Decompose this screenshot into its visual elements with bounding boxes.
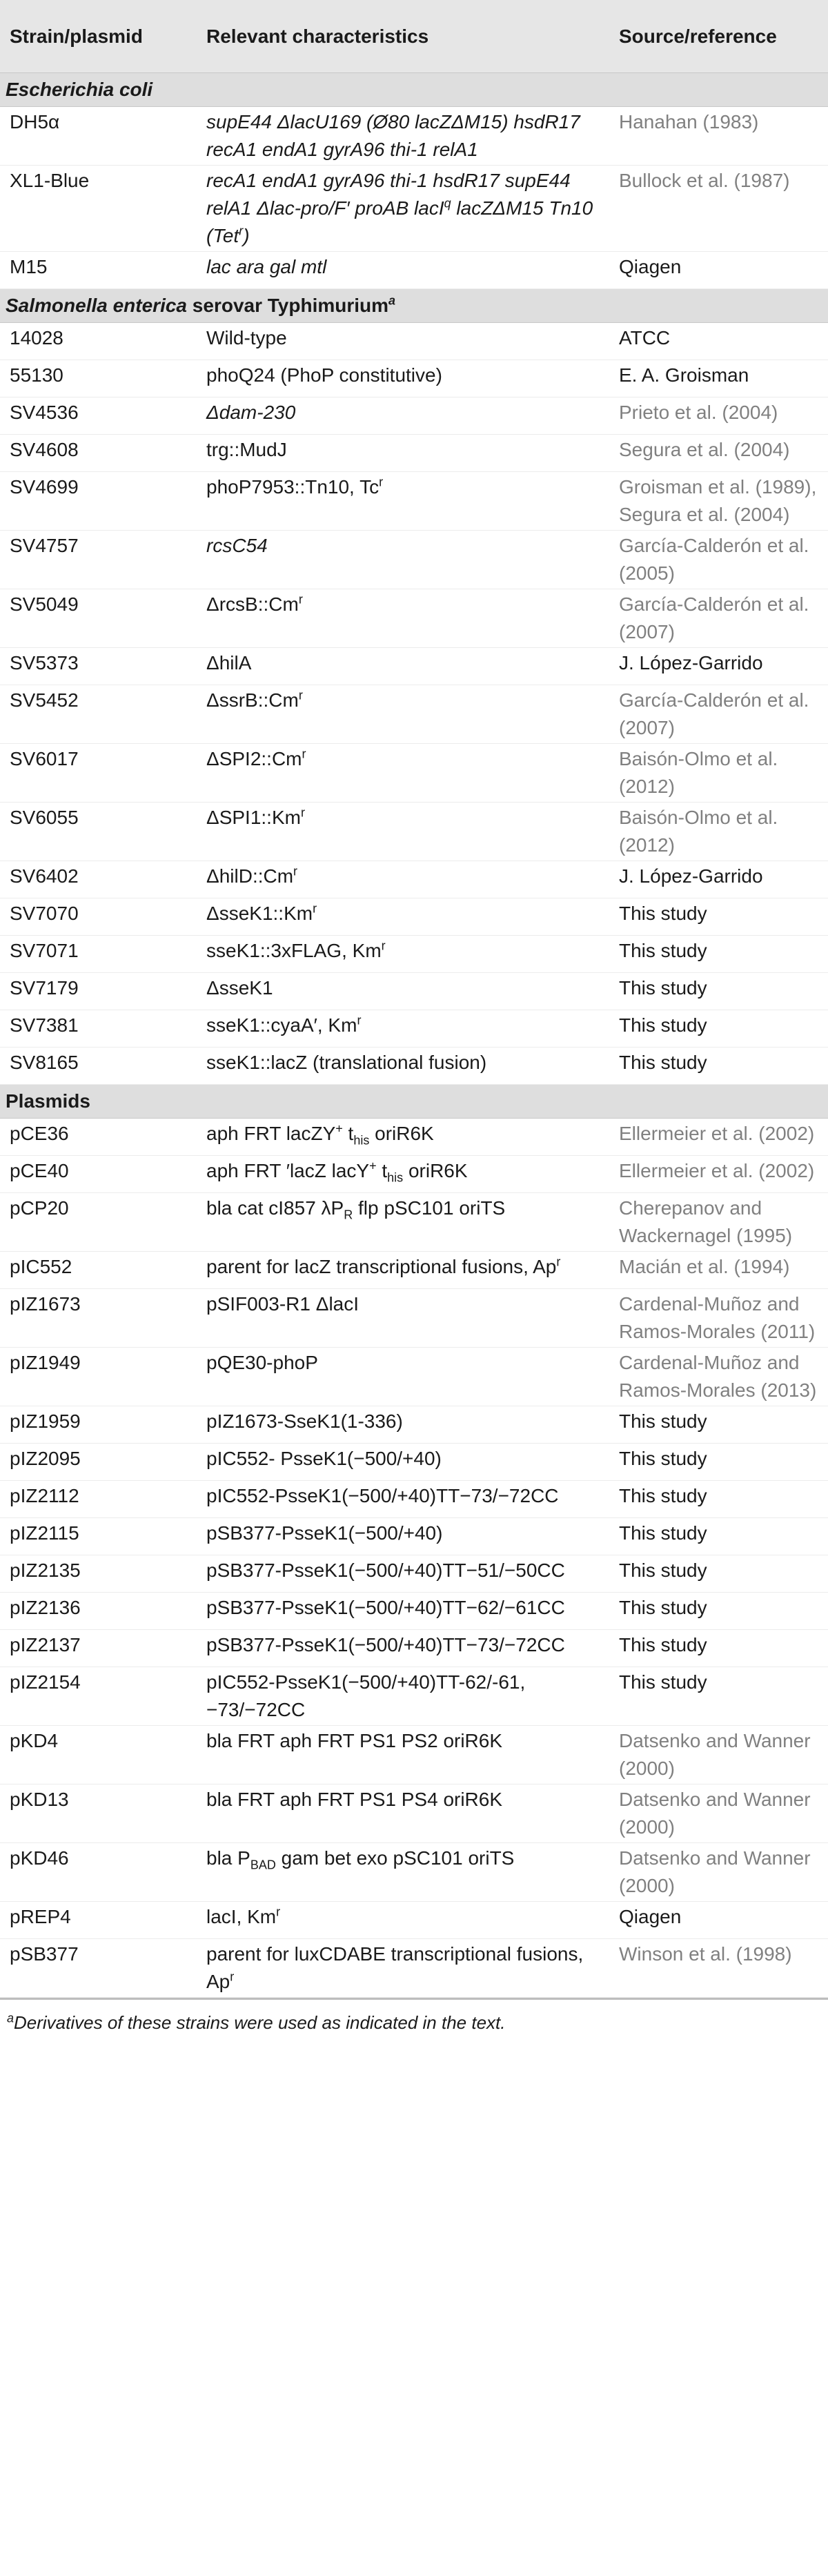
reference-text: This study <box>609 1593 828 1630</box>
strain-name: 14028 <box>0 323 197 360</box>
strain-name: XL1-Blue <box>0 166 197 252</box>
reference-link[interactable]: Baisón-Olmo et al. (2012) <box>609 744 828 803</box>
reference-text: This study <box>609 1048 828 1085</box>
strain-name: SV4536 <box>0 397 197 435</box>
strain-name: SV5452 <box>0 685 197 744</box>
table-row <box>0 744 828 803</box>
table-footnote <box>0 1998 828 2034</box>
strain-name: M15 <box>0 252 197 289</box>
strain-name: pIZ1949 <box>0 1348 197 1406</box>
relevant-characteristics: lacI, Km$^r$ <box>197 1902 609 1939</box>
strain-name: SV6402 <box>0 861 197 898</box>
relevant-characteristics: ΔsseK1 <box>197 973 609 1010</box>
header-relevant-characteristics: Relevant characteristics <box>197 0 609 73</box>
table-row <box>0 1010 828 1048</box>
section-title-text: Plasmids <box>6 1090 90 1112</box>
table-row <box>0 936 828 973</box>
table-row <box>0 1518 828 1555</box>
relevant-characteristics: ΔSPI2::Cm$^r$ <box>197 744 609 803</box>
footnote-text: Derivatives of these strains were used as indicated in the text. <box>14 2012 506 2033</box>
strain-name: pIZ2136 <box>0 1593 197 1630</box>
section-row <box>0 289 828 323</box>
table-row <box>0 323 828 360</box>
reference-text: ATCC <box>609 323 828 360</box>
relevant-characteristics: ΔhilD::Cm$^r$ <box>197 861 609 898</box>
relevant-characteristics: ΔSPI1::Km$^r$ <box>197 803 609 861</box>
section-row <box>0 1085 828 1119</box>
relevant-characteristics: sseK1::3xFLAG, Km$^r$ <box>197 936 609 973</box>
strain-name: pKD4 <box>0 1726 197 1784</box>
reference-link[interactable]: García-Calderón et al. (2005) <box>609 531 828 589</box>
relevant-characteristics: parent for lacZ transcriptional fusions, Ap$^r$ <box>197 1252 609 1289</box>
reference-link[interactable]: Datsenko and Wanner (2000) <box>609 1843 828 1902</box>
table-row <box>0 1555 828 1593</box>
section-row <box>0 73 828 107</box>
footnote-mark: a <box>7 2011 14 2025</box>
strain-name: SV6055 <box>0 803 197 861</box>
table-row <box>0 1630 828 1667</box>
reference-link[interactable]: Winson et al. (1998) <box>609 1939 828 1998</box>
relevant-characteristics: aph FRT ′lacZ lacY+ $t_{his}$ oriR6K <box>197 1156 609 1193</box>
strain-name: pREP4 <box>0 1902 197 1939</box>
table-row <box>0 648 828 685</box>
reference-text: This study <box>609 1444 828 1481</box>
relevant-characteristics: pIC552- PsseK1(−500/+40) <box>197 1444 609 1481</box>
relevant-characteristics: pSB377-PsseK1(−500/+40)TT−73/−72CC <box>197 1630 609 1667</box>
table-row <box>0 803 828 861</box>
table-row <box>0 1348 828 1406</box>
relevant-characteristics: Δdam-230 <box>197 397 609 435</box>
table-row <box>0 1406 828 1444</box>
table-row <box>0 166 828 252</box>
header-source-reference: Source/reference <box>609 0 828 73</box>
table-row <box>0 1252 828 1289</box>
table-row <box>0 1593 828 1630</box>
table-row <box>0 1481 828 1518</box>
relevant-characteristics: ΔhilA <box>197 648 609 685</box>
reference-text: This study <box>609 1667 828 1726</box>
reference-text: J. López-Garrido <box>609 648 828 685</box>
strain-name: pSB377 <box>0 1939 197 1998</box>
table-row <box>0 685 828 744</box>
strain-name: SV5373 <box>0 648 197 685</box>
table-row <box>0 107 828 166</box>
section-title-suffix: serovar Typhimurium <box>187 295 389 316</box>
reference-link[interactable]: Datsenko and Wanner (2000) <box>609 1784 828 1843</box>
relevant-characteristics: phoP7953::Tn10, Tc$^r$ <box>197 472 609 531</box>
reference-text: This study <box>609 1406 828 1444</box>
reference-link[interactable]: Groisman et al. (1989), Segura et al. (2004) <box>609 472 828 531</box>
reference-text: This study <box>609 1518 828 1555</box>
reference-text: This study <box>609 973 828 1010</box>
strain-name: SV4757 <box>0 531 197 589</box>
table-row <box>0 1939 828 1998</box>
reference-link[interactable]: Prieto et al. (2004) <box>609 397 828 435</box>
reference-link[interactable]: Ellermeier et al. (2002) <box>609 1156 828 1193</box>
strain-name: 55130 <box>0 360 197 397</box>
table-row <box>0 589 828 648</box>
relevant-characteristics: parent for luxCDABE transcriptional fusions, Ap$^r$ <box>197 1939 609 1998</box>
table-header <box>0 0 828 73</box>
reference-link[interactable]: Cardenal-Muñoz and Ramos-Morales (2013) <box>609 1348 828 1406</box>
reference-link[interactable]: Segura et al. (2004) <box>609 435 828 472</box>
reference-link[interactable]: Cardenal-Muñoz and Ramos-Morales (2011) <box>609 1289 828 1348</box>
relevant-characteristics: rcsC54 <box>197 531 609 589</box>
section-title <box>0 73 828 107</box>
reference-text: Qiagen <box>609 1902 828 1939</box>
relevant-characteristics: sseK1::lacZ (translational fusion) <box>197 1048 609 1085</box>
table-row <box>0 898 828 936</box>
relevant-characteristics: bla cat cI857 $\lambda P_R$ flp pSC101 oriTS <box>197 1193 609 1252</box>
reference-text: This study <box>609 1630 828 1667</box>
table-row <box>0 1119 828 1156</box>
reference-link[interactable]: Cherepanov and Wackernagel (1995) <box>609 1193 828 1252</box>
strain-name: SV4699 <box>0 472 197 531</box>
strain-name: pKD13 <box>0 1784 197 1843</box>
strain-name: pIZ2154 <box>0 1667 197 1726</box>
reference-link[interactable]: Datsenko and Wanner (2000) <box>609 1726 828 1784</box>
table-row <box>0 1902 828 1939</box>
reference-link[interactable]: García-Calderón et al. (2007) <box>609 685 828 744</box>
relevant-characteristics: pSIF003-R1 ΔlacI <box>197 1289 609 1348</box>
relevant-characteristics: ΔssrB::Cm$^r$ <box>197 685 609 744</box>
table-row <box>0 1193 828 1252</box>
strain-name: pIZ2135 <box>0 1555 197 1593</box>
relevant-characteristics: sseK1::cyaA′, Km$^r$ <box>197 1010 609 1048</box>
reference-text: J. López-Garrido <box>609 861 828 898</box>
strain-name: SV6017 <box>0 744 197 803</box>
relevant-characteristics: supE44 ΔlacU169 (Ø80 lacZΔM15) hsdR17 recA1 endA1 gyrA96 thi-1 relA1 <box>197 107 609 166</box>
reference-link[interactable]: García-Calderón et al. (2007) <box>609 589 828 648</box>
strain-name: pIZ2112 <box>0 1481 197 1518</box>
table-row <box>0 360 828 397</box>
relevant-characteristics: pSB377-PsseK1(−500/+40)TT−62/−61CC <box>197 1593 609 1630</box>
relevant-characteristics: lac ara gal mtl <box>197 252 609 289</box>
table-row <box>0 1726 828 1784</box>
table-row <box>0 252 828 289</box>
table-row <box>0 1156 828 1193</box>
reference-text: This study <box>609 1555 828 1593</box>
strain-name: pIZ2095 <box>0 1444 197 1481</box>
table-row <box>0 397 828 435</box>
table-row <box>0 861 828 898</box>
table-row <box>0 1048 828 1085</box>
strain-name: pIZ2137 <box>0 1630 197 1667</box>
reference-text: E. A. Groisman <box>609 360 828 397</box>
strain-name: pCE36 <box>0 1119 197 1156</box>
strain-name: pIZ1959 <box>0 1406 197 1444</box>
relevant-characteristics: pIC552-PsseK1(−500/+40)TT-62/-61, −73/−72CC <box>197 1667 609 1726</box>
section-title <box>0 289 828 323</box>
section-title-text: Escherichia coli <box>6 79 153 100</box>
relevant-characteristics: phoQ24 (PhoP constitutive) <box>197 360 609 397</box>
table-row <box>0 531 828 589</box>
reference-link[interactable]: Macián et al. (1994) <box>609 1252 828 1289</box>
relevant-characteristics: pSB377-PsseK1(−500/+40)TT−51/−50CC <box>197 1555 609 1593</box>
table-body <box>0 73 828 1998</box>
reference-link[interactable]: Baisón-Olmo et al. (2012) <box>609 803 828 861</box>
section-footnote-mark: a <box>388 293 396 308</box>
strain-name: pCP20 <box>0 1193 197 1252</box>
reference-text: This study <box>609 1481 828 1518</box>
section-title-text: Salmonella enterica <box>6 295 188 316</box>
table-row <box>0 1289 828 1348</box>
table-row <box>0 435 828 472</box>
header-row <box>0 0 828 73</box>
strain-name: SV7381 <box>0 1010 197 1048</box>
strain-name: pIZ1673 <box>0 1289 197 1348</box>
reference-text: This study <box>609 936 828 973</box>
table-row <box>0 472 828 531</box>
strain-name: pKD46 <box>0 1843 197 1902</box>
reference-text: Qiagen <box>609 252 828 289</box>
relevant-characteristics: bla FRT aph FRT PS1 PS2 oriR6K <box>197 1726 609 1784</box>
reference-text: This study <box>609 1010 828 1048</box>
strain-name: pIZ2115 <box>0 1518 197 1555</box>
relevant-characteristics: pSB377-PsseK1(−500/+40) <box>197 1518 609 1555</box>
reference-text: This study <box>609 898 828 936</box>
reference-link[interactable]: Ellermeier et al. (2002) <box>609 1119 828 1156</box>
reference-link[interactable]: Bullock et al. (1987) <box>609 166 828 252</box>
reference-link[interactable]: Hanahan (1983) <box>609 107 828 166</box>
strain-name: SV7071 <box>0 936 197 973</box>
table-row <box>0 1444 828 1481</box>
strain-name: SV5049 <box>0 589 197 648</box>
strain-name: DH5α <box>0 107 197 166</box>
relevant-characteristics: pIC552-PsseK1(−500/+40)TT−73/−72CC <box>197 1481 609 1518</box>
strain-name: pCE40 <box>0 1156 197 1193</box>
table-row <box>0 973 828 1010</box>
table-row <box>0 1843 828 1902</box>
table-row <box>0 1784 828 1843</box>
table-row <box>0 1667 828 1726</box>
relevant-characteristics: ΔsseK1::Km$^r$ <box>197 898 609 936</box>
strain-name: pIC552 <box>0 1252 197 1289</box>
relevant-characteristics: recA1 endA1 gyrA96 thi-1 hsdR17 supE44 relA1 Δlac-pro/F′ proAB lacI$^q$ lacZΔM15 Tn10 (Tet$^r$) <box>197 166 609 252</box>
strain-name: SV7179 <box>0 973 197 1010</box>
relevant-characteristics: ΔrcsB::Cm$^r$ <box>197 589 609 648</box>
relevant-characteristics: trg::MudJ <box>197 435 609 472</box>
strain-name: SV8165 <box>0 1048 197 1085</box>
strain-name: SV7070 <box>0 898 197 936</box>
relevant-characteristics: aph FRT lacZY+ $t_{his}$ oriR6K <box>197 1119 609 1156</box>
relevant-characteristics: Wild-type <box>197 323 609 360</box>
relevant-characteristics: pIZ1673-SseK1(1-336) <box>197 1406 609 1444</box>
relevant-characteristics: pQE30-phoP <box>197 1348 609 1406</box>
relevant-characteristics: bla FRT aph FRT PS1 PS4 oriR6K <box>197 1784 609 1843</box>
relevant-characteristics: bla $P_{BAD}$ gam bet exo pSC101 oriTS <box>197 1843 609 1902</box>
section-title <box>0 1085 828 1119</box>
strain-name: SV4608 <box>0 435 197 472</box>
header-strain-plasmid: Strain/plasmid <box>0 0 197 73</box>
